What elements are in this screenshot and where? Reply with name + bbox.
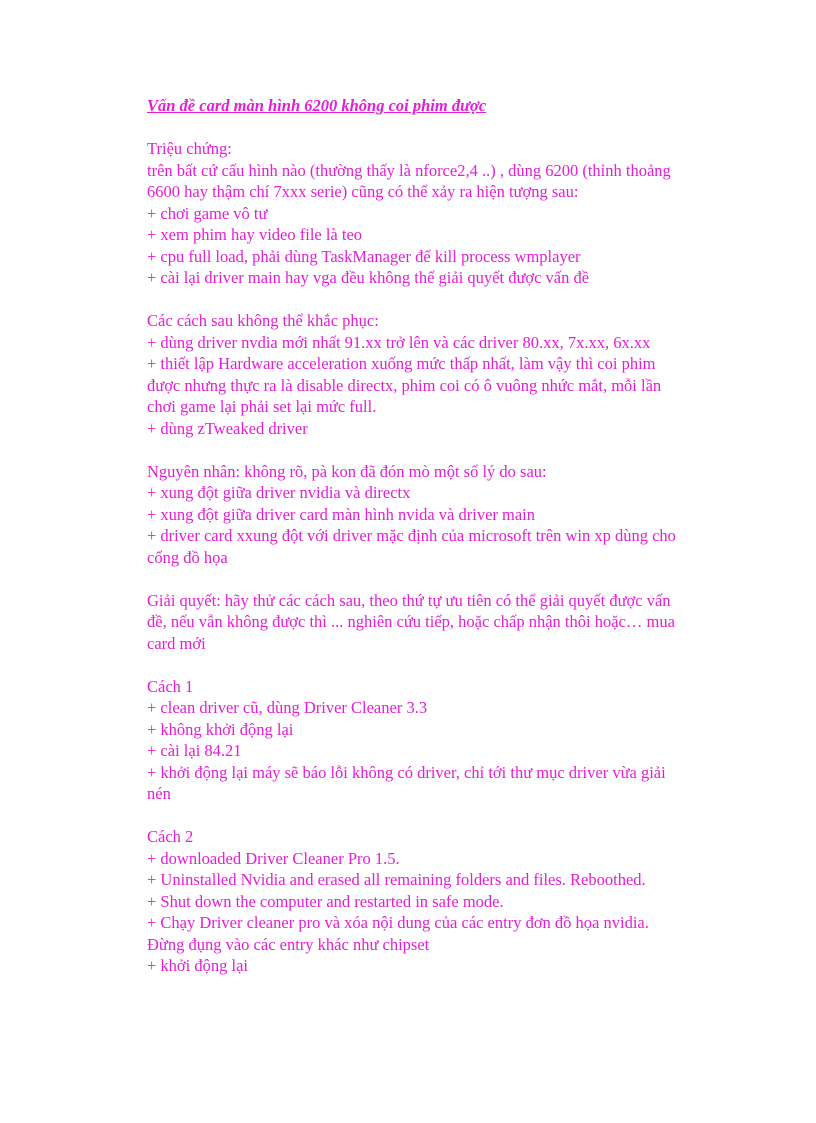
text-line: + Chạy Driver cleaner pro và xóa nội dung của các entry đơn đồ họa nvidia. Đừng đụng vào các entry khác như chipset xyxy=(147,913,649,954)
text-line: Giải quyết: hãy thử các cách sau, theo thứ tự ưu tiên có thể giải quyết được vấn đề, nếu vẫn không được thì ... nghiên cứu tiếp, hoặc chấp nhận thôi hoặc… mua card mới xyxy=(147,590,675,653)
section-causes xyxy=(147,461,677,569)
text-line: + cài lại driver main hay vga đều không thể giải quyết được vấn đề xyxy=(147,268,590,287)
text-line: + thiết lập Hardware acceleration xuống mức thấp nhất, làm vậy thì coi phim được nhưng thực ra là disable directx, phim coi có ô vuông nhức mắt, mỗi lần chơi game lại phải set lại mức full. xyxy=(147,354,662,416)
text-line: trên bất cứ cấu hình nào (thường thấy là nforce2,4 ..) , dùng 6200 (thỉnh thoảng 6600 hay thậm chí 7xxx serie) cũng có thể xảy ra hiện tượng sau: xyxy=(147,160,671,201)
text-line: + Uninstalled Nvidia and erased all remaining folders and files. Reboothed. xyxy=(147,870,646,889)
text-line: + downloaded Driver Cleaner Pro 1.5. xyxy=(147,848,400,868)
text-line: + chơi game vô tư xyxy=(147,203,268,223)
text-line: Cách 2 xyxy=(147,827,194,846)
text-line: + driver card xxung đột với driver mặc định của microsoft trên win xp dùng cho cổng đồ họa xyxy=(147,526,676,567)
text-line: + xung đột giữa driver card màn hình nvida và driver main xyxy=(147,504,536,524)
text-line: + cài lại 84.21 xyxy=(147,741,242,760)
section-symptoms xyxy=(147,138,677,289)
text-line: Nguyên nhân: không rõ, pà kon đã đón mò một số lý do sau: xyxy=(147,461,547,481)
text-line: + xem phim hay video file là teo xyxy=(147,225,363,244)
text-line: + dùng driver nvdia mới nhất 91.xx trở lên và các driver 80.xx, 7x.xx, 6x.xx xyxy=(147,332,651,352)
text-line: Các cách sau không thể khắc phục: xyxy=(147,311,379,330)
text-line: + dùng zTweaked driver xyxy=(147,418,308,438)
text-line: Triệu chứng: xyxy=(147,139,232,158)
text-line: Cách 1 xyxy=(147,676,194,696)
section-method-1 xyxy=(147,676,677,805)
section-solution xyxy=(147,590,677,655)
text-line: + cpu full load, phải dùng TaskManager để kill process wmplayer xyxy=(147,246,581,266)
text-line: + không khởi động lại xyxy=(147,719,294,739)
section-failed-fixes xyxy=(147,310,677,439)
document-body xyxy=(147,95,677,998)
text-line: + xung đột giữa driver nvidia và directx xyxy=(147,483,411,502)
text-line: + clean driver cũ, dùng Driver Cleaner 3.3 xyxy=(147,698,428,717)
section-method-2 xyxy=(147,826,677,977)
text-line: + khởi động lại máy sẽ báo lỗi không có driver, chỉ tới thư mục driver vừa giải nén xyxy=(147,762,666,803)
document-title: Vấn đề card màn hình 6200 không coi phim được xyxy=(147,96,487,115)
text-line: + Shut down the computer and restarted in safe mode. xyxy=(147,891,504,911)
text-line: + khởi động lại xyxy=(147,956,248,975)
